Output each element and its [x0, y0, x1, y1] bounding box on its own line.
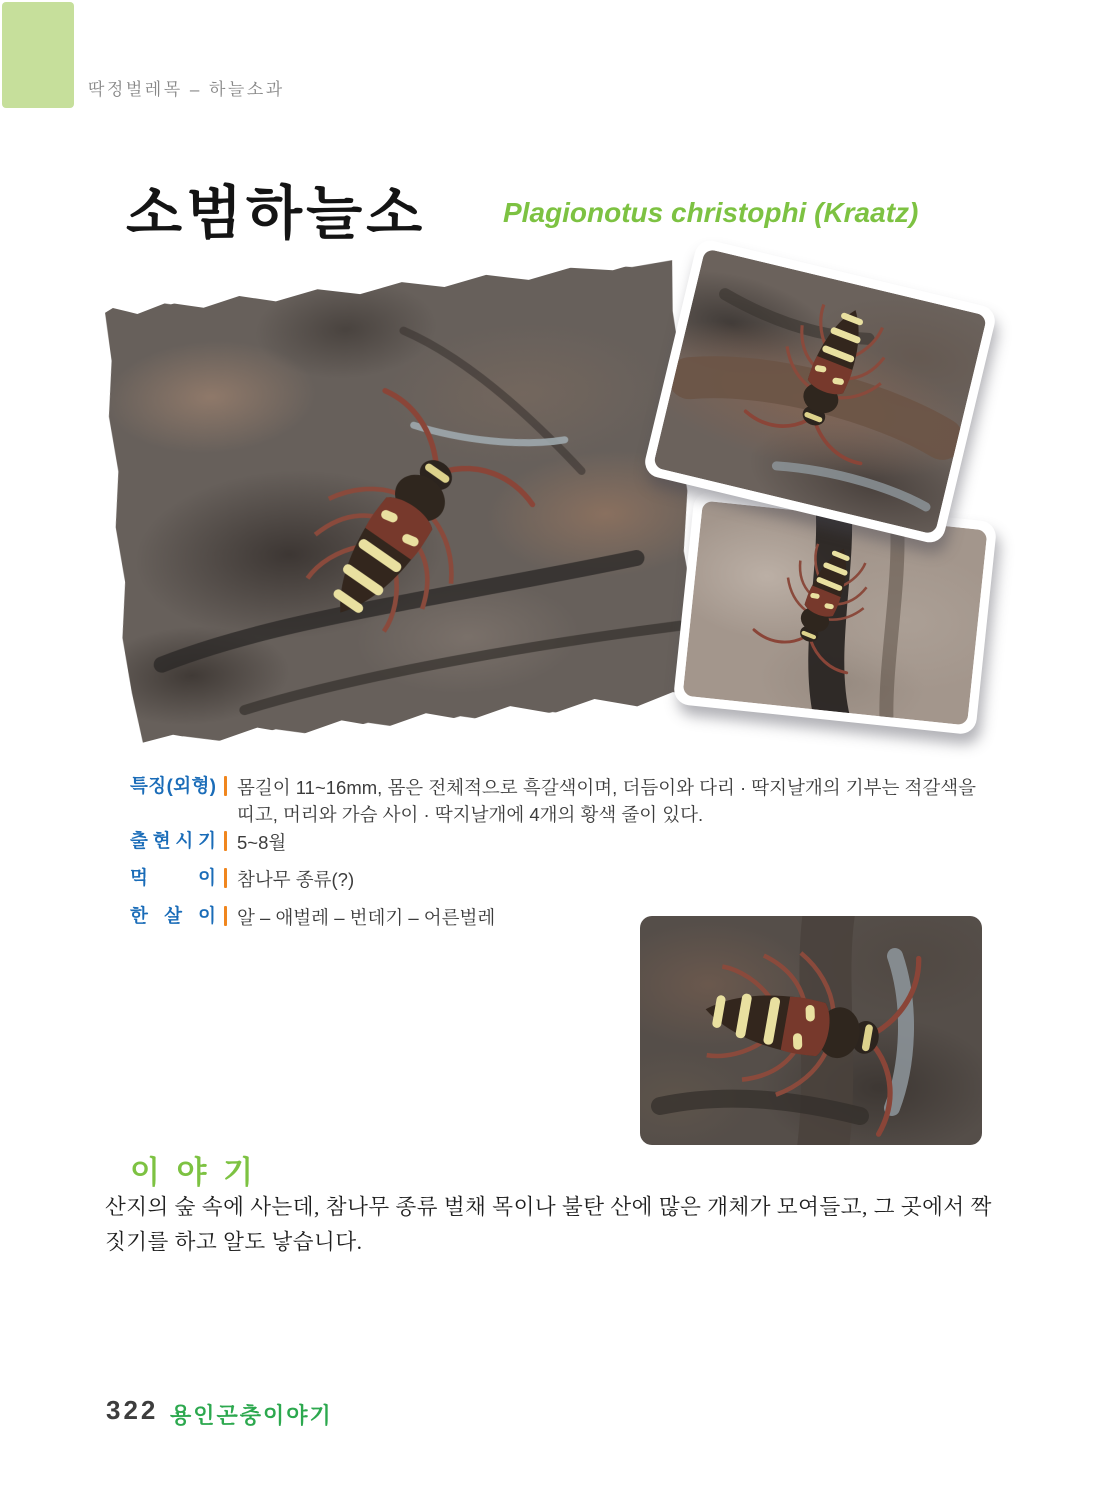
info-label-season: 출 현 시 기 [130, 830, 216, 851]
info-label-lifecycle: 한 살 이 [130, 905, 216, 926]
info-label-food: 먹 이 [130, 867, 216, 888]
info-label-features: 특 징 ( 외 형 ) [130, 775, 216, 796]
taxonomy-header: 딱정벌레목 – 하늘소과 [88, 80, 285, 99]
info-value-lifecycle: 알 – 애벌레 – 번데기 – 어른벌레 [237, 907, 496, 928]
page-number: 322 [106, 1395, 159, 1425]
divider-bar [224, 776, 227, 796]
book-title: 용인곤충이야기 [170, 1403, 333, 1428]
story-heading: 이 야 기 [130, 1155, 258, 1190]
scientific-name: Plagionotus christophi (Kraatz) [503, 197, 919, 228]
info-row-food [130, 866, 354, 893]
divider-bar [224, 906, 227, 926]
main-photo-image [101, 255, 704, 749]
info-row-lifecycle [130, 904, 495, 931]
story-body: 산지의 숲 속에 사는데, 참나무 종류 벌채 목이나 불탄 산에 많은 개체가 모여들고, 그 곳에서 짝짓기를 하고 알도 낳습니다. [105, 1195, 992, 1254]
info-row-features [130, 774, 995, 828]
info-row-season [130, 829, 286, 856]
photo-bottom [640, 916, 982, 1145]
main-photo [87, 242, 717, 763]
photo-top-right-image [653, 248, 988, 534]
photo-middle-right [673, 491, 998, 736]
corner-green-tab [2, 2, 74, 108]
info-value-food: 참나무 종류(?) [237, 869, 355, 890]
divider-bar [224, 831, 227, 851]
page-title: 소범하늘소 [126, 181, 427, 246]
divider-bar [224, 868, 227, 888]
info-value-features: 몸길이 11~16mm, 몸은 전체적으로 흑갈색이며, 더듬이와 다리 · 딱지날개의 기부는 적갈색을 띠고, 머리와 가슴 사이 · 딱지날개에 4개의 황색 줄이 있다. [237, 777, 976, 825]
info-value-season: 5~8월 [237, 832, 287, 853]
